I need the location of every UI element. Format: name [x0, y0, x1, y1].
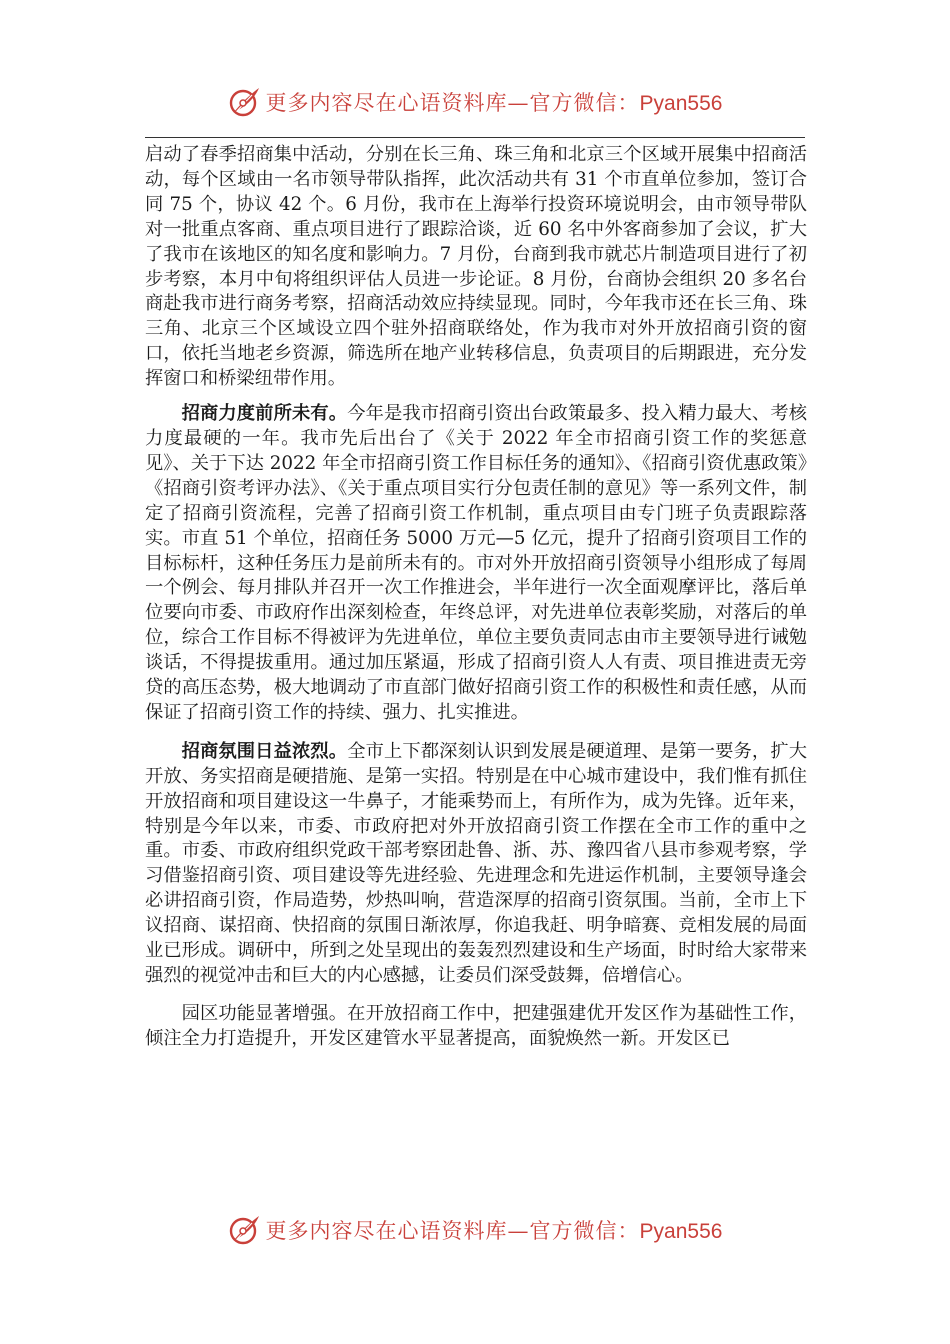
- header-divider: [145, 137, 805, 138]
- quill-logo-icon: [228, 1213, 262, 1247]
- paragraph-2: 招商力度前所未有。今年是我市招商引资出台政策最多、投入精力最大、考核力度最硬的一年。我市先后出台了《关于 2022 年全市招商引资工作的奖惩意见》、关于下达 2022 年全市招商引资工作目标任务的通知》、《招商引资优惠政策》《招商引资考评办法》、《关于重点项目实行分包责任制的意见》等一系列文件，制定了招商引资流程，完善了招商引资工作机制，重点项目由专门班子负责跟踪落实。市直 51 个单位，招商任务 5000 万元—5 亿元，提升了招商引资项目工作的目标标杆，这种任务压力是前所未有的。市对外开放招商引资领导小组形成了每周一个例会、每月排队并召开一次工作推进会，半年进行一次全面观摩评比，落后单位要向市委、市政府作出深刻检查，年终总评，对先进单位表彰奖励，对落后的单位，综合工作目标不得被评为先进单位，单位主要负责同志由市主要领导进行诫勉谈话，不得提拔重用。通过加压紧逼，形成了招商引资人人有责、项目推进责无旁贷的高压态势，极大地调动了市直部门做好招商引资工作的积极性和责任感，从而保证了招商引资工作的持续、强力、扎实推进。: [145, 403, 808, 723]
- footer-banner-text: 更多内容尽在心语资料库—官方微信：Pyan556: [265, 1219, 723, 1243]
- header-banner-text: 更多内容尽在心语资料库—官方微信：Pyan556: [265, 91, 723, 115]
- paragraph-2-lead: 招商力度前所未有。: [181, 403, 348, 425]
- paragraph-4: 园区功能显著增强。在开放招商工作中，把建强建优开发区作为基础性工作，倾注全力打造提升，开发区建管水平显著提高，面貌焕然一新。开发区已: [145, 1002, 807, 1049]
- quill-logo-icon: [228, 85, 262, 119]
- paragraph-1: 启动了春季招商集中活动，分别在长三角、珠三角和北京三个区域开展集中招商活动，每个区域由一名市领导带队指挥，此次活动共有 31 个市直单位参加，签订合同 75 个，协议 42 个。6 月份，我市在上海举行投资环境说明会，由市领导带队对一批重点客商、重点项目进行了跟踪洽谈，近 60 名中外客商参加了会议，扩大了我市在该地区的知名度和影响力。7 月份，台商到我市就芯片制造项目进行了初步考察，本月中旬将组织评估人员进一步论证。8 月份，台商协会组织 20 多名台商赴我市进行商务考察，招商活动效应持续显现。同时，今年我市还在长三角、珠三角、北京三个区域设立四个驻外招商联络处，作为我市对外开放招商引资的窗口，依托当地老乡资源，筛选所在地产业转移信息，负责项目的后期跟进，充分发挥窗口和桥梁纽带作用。: [145, 144, 807, 390]
- header-banner: [0, 82, 950, 122]
- footer-banner: [0, 1210, 950, 1250]
- paragraph-3: 招商氛围日益浓烈。全市上下都深刻认识到发展是硬道理、是第一要务，扩大开放、务实招商是硬措施、是第一实招。特别是在中心城市建设中，我们惟有抓住开放招商和项目建设这一牛鼻子，才能乘势而上，有所作为，成为先锋。近年来，特别是今年以来，市委、市政府把对外开放招商引资工作摆在全市工作的重中之重。市委、市政府组织党政干部考察团赴鲁、浙、苏、豫四省八县市参观考察，学习借鉴招商引资、项目建设等先进经验、先进理念和先进运作机制，主要领导逢会必讲招商引资，作局造势，炒热叫响，营造深厚的招商引资氛围。当前，全市上下议招商、谋招商、快招商的氛围日渐浓厚，你追我赶、明争暗赛、竞相发展的局面业已形成。调研中，所到之处呈现出的轰轰烈烈建设和生产场面，时时给大家带来强烈的视觉冲击和巨大的内心感撼，让委员们深受鼓舞，倍增信心。: [145, 740, 808, 986]
- header-wechat-id: Pyan556: [639, 92, 723, 115]
- footer-wechat-id: Pyan556: [639, 1220, 723, 1243]
- body-text: [145, 143, 807, 1052]
- paragraph-3-lead: 招商氛围日益浓烈。: [181, 740, 348, 762]
